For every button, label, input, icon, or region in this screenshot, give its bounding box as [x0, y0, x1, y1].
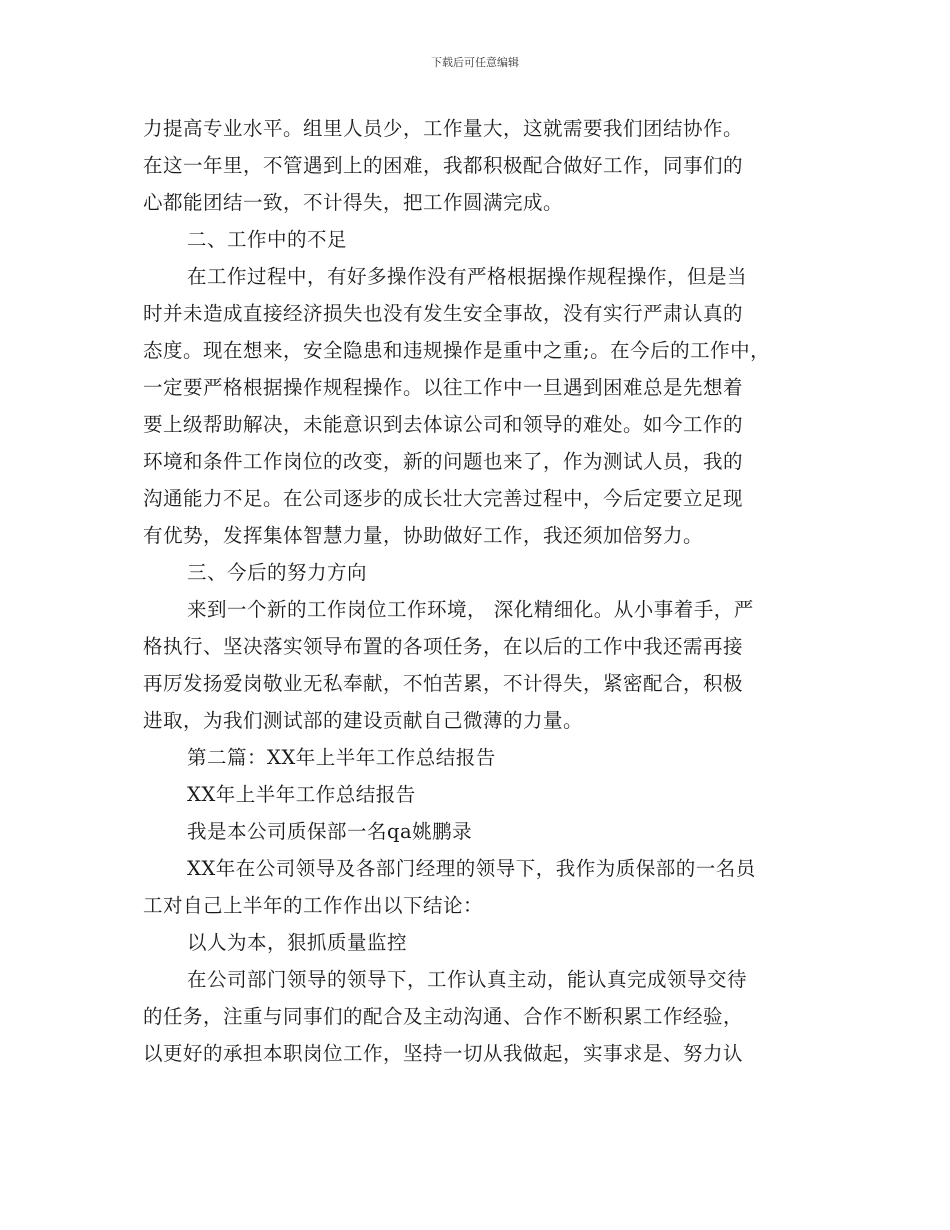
text-line: 来到一个新的工作岗位工作环境， 深化精细化。从小事着手，严 [187, 598, 754, 621]
section-heading: 二、工作中的不足 [187, 228, 348, 251]
text-line: 要上级帮助解决，未能意识到去体谅公司和领导的难处。如今工作的 [143, 413, 744, 436]
text-line: 以更好的承担本职岗位工作，坚持一切从我做起，实事求是、努力认 [143, 1042, 744, 1065]
text-line: 在工作过程中，有好多操作没有严格根据操作规程操作，但是当 [187, 265, 748, 288]
text-line: 态度。现在想来，安全隐患和违规操作是重中之重;。在今后的工作中， [143, 339, 771, 362]
text-line: 格执行、坚决落实领导布置的各项任务，在以后的工作中我还需再接 [143, 635, 744, 658]
text-line: XX年在公司领导及各部门经理的领导下，我作为质保部的一名员 [187, 857, 756, 880]
text-line: 沟通能力不足。在公司逐步的成长壮大完善过程中，今后定要立足现 [143, 487, 744, 510]
chapter-heading: 第二篇：XX年上半年工作总结报告 [187, 746, 496, 769]
text-line: 我是本公司质保部一名qa姚鹏录 [187, 820, 473, 843]
text-line: 时并未造成直接经济损失也没有发生安全事故，没有实行严肃认真的 [143, 302, 744, 325]
section-heading: 以人为本，狠抓质量监控 [187, 931, 408, 954]
text-line: 的任务，注重与同事们的配合及主动沟通、合作不断积累工作经验， [143, 1005, 744, 1028]
text-line: 力提高专业水平。组里人员少，工作量大，这就需要我们团结协作。 [143, 117, 744, 140]
text-line: 环境和条件工作岗位的改变，新的问题也来了，作为测试人员，我的 [143, 450, 744, 473]
text-line: 心都能团结一致，不计得失，把工作圆满完成。 [143, 191, 564, 214]
text-line: 一定要严格根据操作规程操作。以往工作中一旦遇到困难总是先想着 [143, 376, 744, 399]
document-body [143, 110, 815, 1072]
page-header-note: 下载后可任意编辑 [431, 56, 519, 69]
text-line: 在公司部门领导的领导下，工作认真主动，能认真完成领导交待 [187, 968, 748, 991]
text-line: 进取，为我们测试部的建设贡献自己微薄的力量。 [143, 709, 584, 732]
text-line: 再厉发扬爱岗敬业无私奉献，不怕苦累，不计得失，紧密配合，积极 [143, 672, 744, 695]
text-line: 工对自己上半年的工作作出以下结论： [143, 894, 484, 917]
report-title: XX年上半年工作总结报告 [187, 783, 416, 806]
section-heading: 三、今后的努力方向 [187, 561, 368, 584]
text-line: 在这一年里，不管遇到上的困难，我都积极配合做好工作，同事们的 [143, 154, 744, 177]
text-line: 有优势，发挥集体智慧力量，协助做好工作，我还须加倍努力。 [143, 524, 704, 547]
